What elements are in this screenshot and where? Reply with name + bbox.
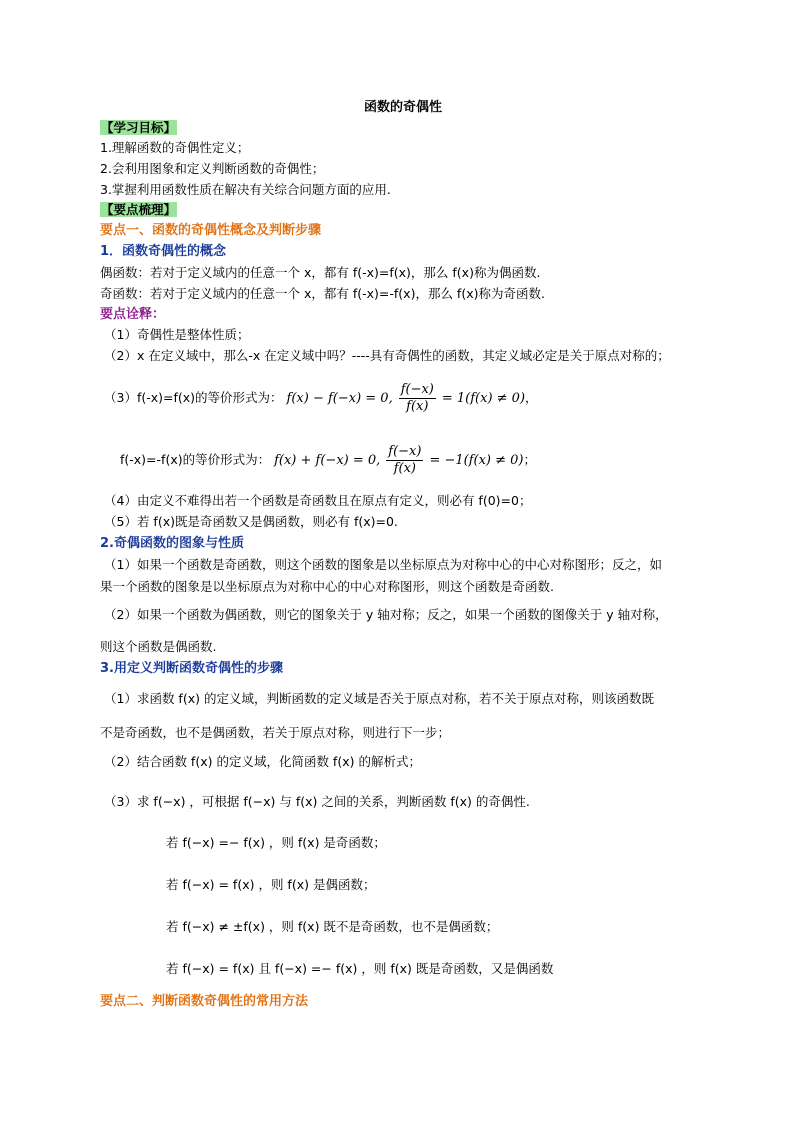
case-4: 若 f(−x) = f(x) 且 f(−x) =− f(x) ，则 f(x) 既是奇函数，又是偶函数: [166, 961, 554, 976]
page-title: 函数的奇偶性: [364, 100, 443, 115]
section-1-heading: 要点一、函数的奇偶性概念及判断步骤: [100, 223, 322, 238]
step-3: （3）求 f(−x) ，可根据 f(−x) 与 f(x) 之间的关系，判断函数 f(x) 的奇偶性.: [104, 794, 530, 809]
goal-item-1: 1.理解函数的奇偶性定义；: [100, 140, 250, 155]
subsection-1-heading: 1．函数奇偶性的概念: [100, 244, 227, 259]
step-1a: （1）求函数 f(x) 的定义域，判断函数的定义域是否关于原点对称，若不关于原点对称，则该函数既: [104, 691, 654, 706]
graph-property-1a: （1）如果一个函数是奇函数，则这个函数的图象是以坐标原点为对称中心的中心对称图形；反之，如: [104, 557, 662, 572]
graph-property-2a: （2）如果一个函数为偶函数，则它的图象关于 y 轴对称；反之，如果一个函数的图像关于 y 轴对称，: [104, 607, 668, 622]
subsection-3-heading: 3.用定义判断函数奇偶性的步骤: [100, 661, 283, 676]
step-1b: 不是奇函数，也不是偶函数，若关于原点对称，则进行下一步；: [100, 725, 451, 740]
step-2: （2）结合函数 f(x) 的定义域，化简函数 f(x) 的解析式；: [104, 754, 421, 769]
explanation-heading: 要点诠释：: [100, 307, 166, 322]
graph-property-2b: 则这个函数是偶函数.: [100, 639, 217, 654]
fraction-odd: $\frac{f(-x)}{f(x)}$: [388, 444, 422, 476]
case-2: 若 f(−x) = f(x) ，则 f(x) 是偶函数；: [166, 877, 376, 892]
explanation-item-2: （2）x 在定义域中，那么-x 在定义域中吗？----具有奇偶性的函数，其定义域必定是关于原点对称的；: [104, 348, 670, 363]
goal-item-2: 2.会利用图象和定义判断函数的奇偶性；: [100, 161, 325, 176]
equivalent-form-even: （3）f(-x)=f(x)的等价形式为： f(x) − f(−x) = 0, $\frac{f(-x)}{f(x)}$ = 1(f(x) ≠ 0)，: [104, 382, 538, 414]
fraction-even: $\frac{f(-x)}{f(x)}$: [400, 382, 434, 414]
graph-property-1b: 果一个函数的图象是以坐标原点为对称中心的中心对称图形，则这个函数是奇函数.: [100, 579, 554, 594]
odd-function-definition: 奇函数：若对于定义域内的任意一个 x，都有 f(-x)=-f(x)，那么 f(x)称为奇函数.: [100, 286, 545, 301]
equivalent-form-odd: f(-x)=-f(x)的等价形式为： f(x) + f(−x) = 0, $\frac{f(-x)}{f(x)}$ = −1(f(x) ≠ 0)；: [120, 444, 536, 476]
even-function-definition: 偶函数：若对于定义域内的任意一个 x，都有 f(-x)=f(x)，那么 f(x)称为偶函数.: [100, 265, 541, 280]
case-1: 若 f(−x) =− f(x) ，则 f(x) 是奇函数；: [166, 835, 386, 850]
explanation-item-1: （1）奇偶性是整体性质；: [104, 327, 250, 342]
section-2-heading: 要点二、判断函数奇偶性的常用方法: [100, 994, 309, 1009]
subsection-2-heading: 2.奇偶函数的图象与性质: [100, 536, 244, 551]
explanation-item-4: （4）由定义不难得出若一个函数是奇函数且在原点有定义，则必有 f(0)=0；: [104, 493, 532, 508]
explanation-item-5: （5）若 f(x)既是奇函数又是偶函数，则必有 f(x)=0.: [104, 514, 398, 529]
learning-goals-heading: 【学习目标】: [101, 120, 177, 135]
key-points-heading: 【要点梳理】: [101, 202, 177, 217]
case-3: 若 f(−x) ≠ ±f(x) ，则 f(x) 既不是奇函数，也不是偶函数；: [166, 919, 499, 934]
goal-item-3: 3.掌握利用函数性质在解决有关综合问题方面的应用.: [100, 182, 391, 197]
